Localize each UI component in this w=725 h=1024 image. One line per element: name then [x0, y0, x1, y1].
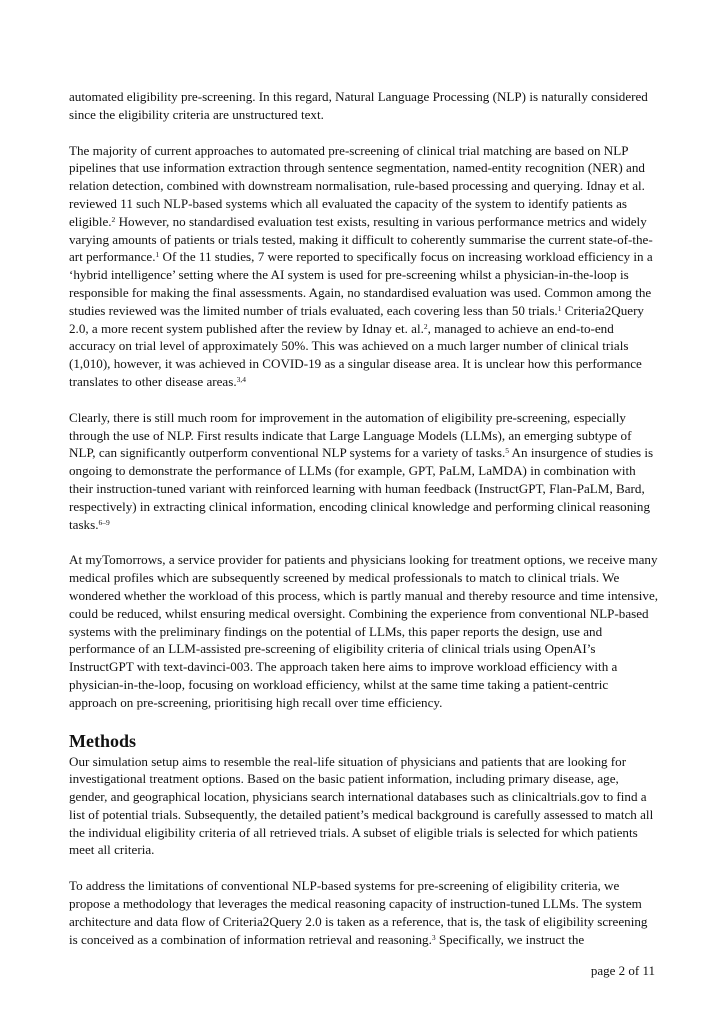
- text-run: To address the limitations of conventional NLP-based systems for pre-screening of eligibility criteria, we propose a methodology that leverages the medical reasoning capacity of instruction-tuned LLMs. The system architecture and data flow of Criteria2Query 2.0 is taken as a reference, that is, the task of eligibility screening is conceived as a combination of information retrieval and reasoning.: [69, 878, 648, 947]
- text-run: At myTomorrows, a service provider for patients and physicians looking for treatment options, we receive many medical profiles which are subsequently screened by medical professionals to match to clinical trials. We wondered whether the workload of this process, which is partly manual and thereby resource and time intensive, could be reduced, whilst ensuring medical oversight. Combining the experience from conventional NLP-based systems with the preliminary findings on the potential of LLMs, this paper reports the design, use and performance of an LLM-assisted pre-screening of eligibility criteria of clinical trials using OpenAI’s InstructGPT with text-davinci-003. The approach taken here aims to improve workload efficiency with a physician-in-the-loop, focusing on workload efficiency, whilst at the same time taking a patient-centric approach on pre-screening, prioritising high recall over time efficiency.: [69, 552, 659, 710]
- section-heading-methods: Methods: [69, 730, 136, 751]
- citation-ref: 5: [505, 446, 509, 456]
- paragraph: [69, 753, 659, 860]
- page-body: [69, 88, 659, 966]
- text-run: Our simulation setup aims to resemble the real-life situation of physicians and patients that are looking for investigational treatment options. Based on the basic patient information, including primary disease, age, gender, and geographical location, physicians search international databases such as clinicaltrials.gov to find a list of potential trials. Subsequently, the detailed patient’s medical background is carefully assessed to match all the individual eligibility criteria of all retrieved trials. A subset of eligible trials is selected for which patients meet all criteria.: [69, 753, 654, 858]
- text-run: Specifically, we instruct the: [435, 931, 585, 947]
- citation-ref: 6–9: [98, 517, 110, 527]
- text-run: , managed to achieve an end-to-end accuracy on trial level of approximately 50%. This was achieved on a much larger number of clinical trials (1,010), however, it was achieved in COVID-19 as a singular disease area. It is unclear how this performance translates to other disease areas.: [69, 320, 642, 389]
- paragraph: [69, 142, 659, 391]
- text-run: An insurgence of studies is ongoing to demonstrate the performance of LLMs (for example, GPT, PaLM, LaMDA) in combination with their instruction-tuned variant with reinforced learning with human feedback (InstructGPT, Flan-PaLM, Bard, respectively) in extracting clinical information, encoding clinical knowledge and performing clinical reasoning tasks.: [69, 445, 654, 532]
- paragraph: [69, 877, 659, 948]
- paragraph: [69, 88, 659, 124]
- text-run: automated eligibility pre-screening. In this regard, Natural Language Processing (NLP) is naturally considered since the eligibility criteria are unstructured text.: [69, 89, 648, 122]
- citation-ref: 1: [155, 250, 160, 260]
- citation-ref: 1: [557, 303, 562, 313]
- citation-ref: 2: [423, 321, 428, 331]
- paragraph: [69, 551, 659, 711]
- text-run: However, no standardised evaluation test exists, resulting in various performance metrics and widely varying amounts of patients or trials tested, making it difficult to coherently summarise the current state-of-the-art performance.: [69, 213, 653, 265]
- paragraph: [69, 409, 659, 534]
- page-number: page 2 of 11: [590, 963, 655, 978]
- text-run: Clearly, there is still much room for improvement in the automation of eligibility pre-screening, especially through the use of NLP. First results indicate that Large Language Models (LLMs), an emerging subtype of NLP, can significantly outperform conventional NLP systems for a variety of tasks.: [69, 409, 632, 461]
- citation-ref: 3: [431, 932, 436, 942]
- text-run: Of the 11 studies, 7 were reported to specifically focus on increasing workload efficiency in a ‘hybrid intelligence’ setting where the AI system is used for pre-screening whilst a physician-in-the-loop is responsible for making the final assessments. Again, no standardised evaluation was used. Common among the studies reviewed was the limited number of trials evaluated, each covering less than 50 trials.: [69, 249, 653, 318]
- citation-ref: 3,4: [236, 374, 246, 384]
- text-run: Criteria2Query 2.0, a more recent system published after the review by Idnay et. al.: [69, 302, 644, 336]
- citation-ref: 2: [111, 214, 116, 224]
- text-run: The majority of current approaches to automated pre-screening of clinical trial matching are based on NLP pipelines that use information extraction through sentence segmentation, named-entity recognition (NER) and relation detection, combined with downstream normalisation, rule-based processing and querying. Idnay et al. reviewed 11 such NLP-based systems which all evaluated the capacity of the system to identify patients as eligible.: [69, 142, 645, 229]
